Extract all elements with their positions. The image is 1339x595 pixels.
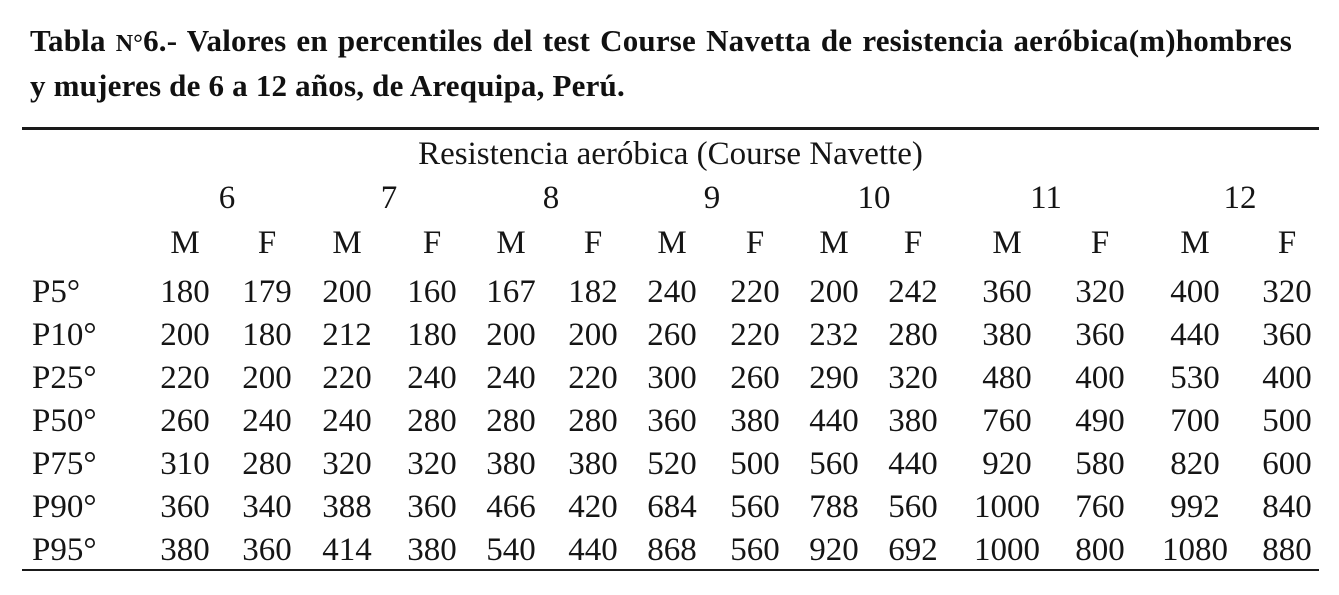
table-cell: 380 (982, 317, 1032, 353)
sex-header: M (819, 225, 849, 261)
age-header: 8 (542, 180, 560, 216)
group-header-row (22, 134, 1319, 174)
table-cell: 320 (407, 446, 457, 482)
table-cell: 880 (1262, 532, 1312, 568)
table-cell: 800 (1075, 532, 1125, 568)
table-cell: 212 (322, 317, 372, 353)
table-cell: 280 (407, 403, 457, 439)
table-cell: 360 (407, 489, 457, 525)
table-cell: 600 (1262, 446, 1312, 482)
row-label: P50° (32, 403, 97, 439)
table-cell: 240 (242, 403, 292, 439)
table-cell: 520 (647, 446, 697, 482)
table-cell: 380 (486, 446, 536, 482)
table-cell: 360 (982, 274, 1032, 310)
table-cell: 1080 (1162, 532, 1228, 568)
table-cell: 420 (568, 489, 618, 525)
sex-header: F (745, 225, 765, 261)
table-cell: 760 (982, 403, 1032, 439)
table-cell: 868 (647, 532, 697, 568)
table-cell: 182 (568, 274, 618, 310)
table-cell: 388 (322, 489, 372, 525)
caption-lead: Tabla (30, 23, 116, 58)
table-cell: 220 (730, 274, 780, 310)
table-top-rule (22, 127, 1319, 130)
sex-header-row (22, 223, 1319, 263)
table-cell: 200 (568, 317, 618, 353)
table-cell: 240 (322, 403, 372, 439)
table-cell: 360 (1075, 317, 1125, 353)
age-header: 6 (218, 180, 236, 216)
table-cell: 440 (1170, 317, 1220, 353)
table-cell: 992 (1170, 489, 1220, 525)
table-cell: 560 (888, 489, 938, 525)
table-cell: 180 (242, 317, 292, 353)
group-header: Resistencia aeróbica (Course Navette) (418, 136, 923, 172)
table-row (22, 358, 1319, 398)
table-cell: 179 (242, 274, 292, 310)
sex-header: F (1090, 225, 1110, 261)
table-cell: 260 (160, 403, 210, 439)
table-row (22, 487, 1319, 527)
table-cell: 380 (888, 403, 938, 439)
caption-number-abbr: N° (115, 31, 144, 57)
row-label: P5° (32, 274, 81, 310)
table-cell: 240 (647, 274, 697, 310)
table-cell: 1000 (974, 489, 1040, 525)
table-cell: 280 (888, 317, 938, 353)
table-cell: 560 (730, 489, 780, 525)
table-cell: 414 (322, 532, 372, 568)
table-cell: 360 (1262, 317, 1312, 353)
table-cell: 788 (809, 489, 859, 525)
table-cell: 167 (486, 274, 536, 310)
table-cell: 200 (486, 317, 536, 353)
table-bottom-rule (22, 569, 1319, 571)
table-cell: 440 (568, 532, 618, 568)
sex-header: F (422, 225, 442, 261)
table-cell: 540 (486, 532, 536, 568)
table-cell: 220 (160, 360, 210, 396)
table-cell: 820 (1170, 446, 1220, 482)
table-cell: 440 (888, 446, 938, 482)
table-cell: 760 (1075, 489, 1125, 525)
table-cell: 360 (647, 403, 697, 439)
table-caption (30, 20, 1292, 106)
table-cell: 380 (160, 532, 210, 568)
table-cell: 320 (1075, 274, 1125, 310)
table-cell: 560 (809, 446, 859, 482)
table-cell: 480 (982, 360, 1032, 396)
table-cell: 840 (1262, 489, 1312, 525)
table-cell: 490 (1075, 403, 1125, 439)
table-cell: 260 (647, 317, 697, 353)
row-label: P75° (32, 446, 97, 482)
table-cell: 220 (730, 317, 780, 353)
table-cell: 320 (888, 360, 938, 396)
sex-header: F (257, 225, 277, 261)
table-cell: 320 (1262, 274, 1312, 310)
table-cell: 920 (809, 532, 859, 568)
table-cell: 220 (568, 360, 618, 396)
table-cell: 400 (1262, 360, 1312, 396)
sex-header: F (903, 225, 923, 261)
table-cell: 380 (407, 532, 457, 568)
table-cell: 280 (568, 403, 618, 439)
table-cell: 320 (322, 446, 372, 482)
table-cell: 200 (322, 274, 372, 310)
table-cell: 200 (809, 274, 859, 310)
age-header: 7 (380, 180, 398, 216)
table-cell: 242 (888, 274, 938, 310)
table-cell: 280 (486, 403, 536, 439)
table-cell: 340 (242, 489, 292, 525)
table-cell: 580 (1075, 446, 1125, 482)
age-header: 10 (857, 180, 891, 216)
table-cell: 560 (730, 532, 780, 568)
table-cell: 380 (730, 403, 780, 439)
table-cell: 440 (809, 403, 859, 439)
age-header-row (22, 178, 1319, 218)
table-cell: 400 (1075, 360, 1125, 396)
table-row (22, 272, 1319, 312)
table-cell: 180 (160, 274, 210, 310)
sex-header: F (583, 225, 603, 261)
table-cell: 200 (242, 360, 292, 396)
sex-header: M (657, 225, 687, 261)
table-cell: 360 (242, 532, 292, 568)
table-cell: 240 (407, 360, 457, 396)
table-cell: 200 (160, 317, 210, 353)
table-cell: 400 (1170, 274, 1220, 310)
table-cell: 160 (407, 274, 457, 310)
table-cell: 380 (568, 446, 618, 482)
table-row (22, 401, 1319, 441)
table-cell: 280 (242, 446, 292, 482)
table-cell: 920 (982, 446, 1032, 482)
sex-header: M (332, 225, 362, 261)
row-label: P10° (32, 317, 97, 353)
table-cell: 240 (486, 360, 536, 396)
table-cell: 500 (730, 446, 780, 482)
row-label: P90° (32, 489, 97, 525)
table-cell: 530 (1170, 360, 1220, 396)
table-cell: 180 (407, 317, 457, 353)
table-row (22, 530, 1319, 570)
table-row (22, 315, 1319, 355)
sex-header: F (1277, 225, 1297, 261)
age-header: 12 (1223, 180, 1257, 216)
table-cell: 220 (322, 360, 372, 396)
table-cell: 500 (1262, 403, 1312, 439)
row-label: P25° (32, 360, 97, 396)
table-cell: 290 (809, 360, 859, 396)
table-cell: 260 (730, 360, 780, 396)
table-cell: 684 (647, 489, 697, 525)
sex-header: M (170, 225, 200, 261)
table-cell: 692 (888, 532, 938, 568)
row-label: P95° (32, 532, 97, 568)
table-cell: 300 (647, 360, 697, 396)
table-cell: 232 (809, 317, 859, 353)
age-header: 11 (1030, 180, 1062, 216)
table-row (22, 444, 1319, 484)
table-cell: 310 (160, 446, 210, 482)
sex-header: M (992, 225, 1022, 261)
sex-header: M (496, 225, 526, 261)
caption-text: 6.- Valores en percentiles del test Course Navetta de resistencia aeróbica(m)hombres y mujeres de 6 a 12 años, de Arequipa, Perú. (30, 23, 1293, 103)
table-cell: 700 (1170, 403, 1220, 439)
age-header: 9 (703, 180, 721, 216)
table-cell: 1000 (974, 532, 1040, 568)
table-cell: 466 (486, 489, 536, 525)
sex-header: M (1180, 225, 1210, 261)
table-cell: 360 (160, 489, 210, 525)
